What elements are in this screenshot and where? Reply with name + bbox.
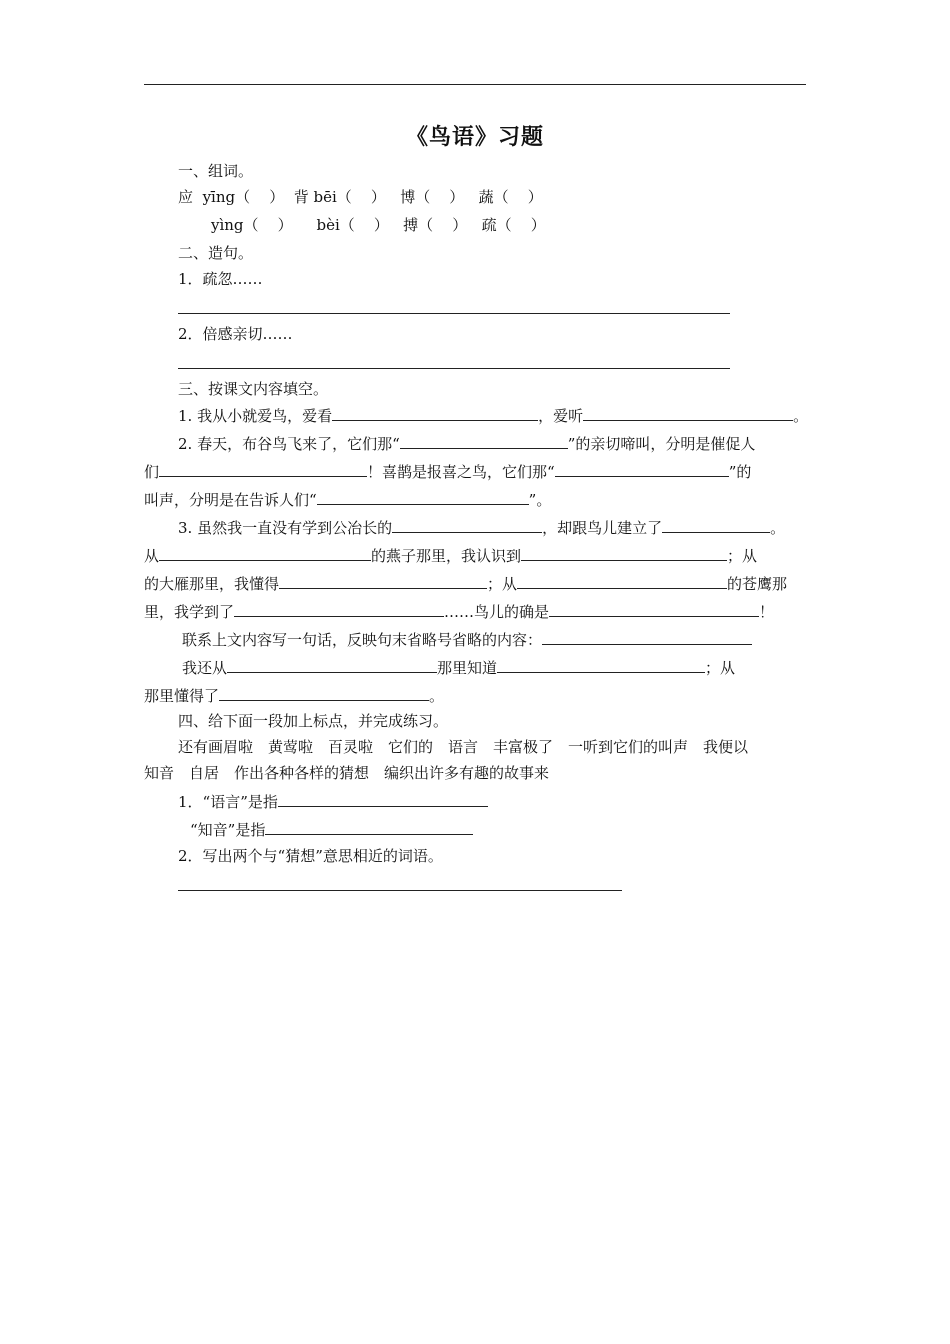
q2-text-e: ”的 (728, 463, 752, 481)
q1-text-a: 1. 我从小就爱鸟，爱看 (178, 407, 333, 425)
row2-bo: 搏（ (403, 216, 434, 234)
q3-text-m: 联系上文内容写一句话，反映句末省略号省略的内容： (182, 631, 543, 649)
row1-close: ） (449, 188, 465, 206)
q1-blank-1[interactable] (332, 405, 538, 421)
section3-q3g (144, 685, 444, 706)
q3-text-j: 里，我学到了 (144, 603, 235, 621)
row2-close: ） (452, 216, 468, 234)
q3-blank-2[interactable] (662, 517, 770, 533)
section3-q1 (178, 405, 808, 426)
q3-text-e: 的燕子那里，我认识到 (371, 547, 522, 565)
q2-blank-2[interactable] (159, 461, 367, 477)
item1-blank[interactable] (278, 791, 488, 807)
item1-text: 1．“语言”是指 (178, 793, 278, 811)
page-title: 《鸟语》习题 (405, 124, 544, 150)
q3-blank-5[interactable] (279, 573, 487, 589)
q3-blank-6[interactable] (517, 573, 727, 589)
q3-blank-12[interactable] (219, 685, 429, 701)
q2-text-a: 2. 春天，布谷鸟飞来了，它们那“ (178, 435, 400, 453)
q2-blank-1[interactable] (400, 433, 568, 449)
q2-text-c: 们 (144, 463, 160, 481)
answer-line-1[interactable] (178, 313, 730, 314)
section3-q3d (144, 601, 774, 622)
row1-bei: 背 bēi（ (293, 188, 352, 206)
row1-pinyin-ying: yīng（ (202, 188, 251, 206)
section3-heading: 三、按课文内容填空。 (178, 380, 329, 398)
section3-q2c (144, 489, 551, 510)
q3-blank-3[interactable] (159, 545, 371, 561)
row2-close: ） (277, 216, 293, 234)
row1-close: ） (269, 188, 285, 206)
section4-item1 (178, 791, 488, 812)
row2-pinyin-ying: yìng（ (211, 216, 259, 234)
q3-text-f: ；从 (727, 547, 758, 565)
section4-passage-line2: 知音 自居 作出各种各样的猜想 编织出许多有趣的故事来 (144, 764, 550, 782)
row1-char-ying: 应 (178, 188, 194, 206)
row2-bei: bèi（ (316, 216, 355, 234)
section2-heading: 二、造句。 (178, 244, 254, 262)
q2-text-b: ”的亲切啼叫，分明是催促人 (567, 435, 756, 453)
q3-blank-9[interactable] (542, 629, 752, 645)
q3-blank-4[interactable] (521, 545, 727, 561)
section4-item1b (190, 819, 473, 840)
q3-text-q: 那里懂得了 (144, 687, 220, 705)
q3-text-o: 那里知道 (437, 659, 498, 677)
q3-text-g: 的大雁那里，我懂得 (144, 575, 280, 593)
q2-blank-3[interactable] (555, 461, 729, 477)
section1-row1 (178, 187, 543, 207)
section4-item2: 2．写出两个与“猜想”意思相近的词语。 (178, 847, 443, 865)
q3-blank-10[interactable] (227, 657, 437, 673)
section2-item1: 1．疏忽…… (178, 270, 263, 288)
section3-q2b (144, 461, 751, 482)
q3-blank-1[interactable] (392, 517, 542, 533)
q3-text-i: 的苍鹰那 (727, 575, 788, 593)
q3-text-a: 3. 虽然我一直没有学到公冶长的 (178, 519, 393, 537)
answer-line-3[interactable] (178, 890, 622, 891)
answer-line-2[interactable] (178, 368, 730, 369)
q3-blank-7[interactable] (234, 601, 444, 617)
q3-text-h: ；从 (487, 575, 518, 593)
row1-close: ） (370, 188, 386, 206)
header-rule (144, 84, 806, 85)
item1b-blank[interactable] (265, 819, 473, 835)
q2-blank-4[interactable] (317, 489, 529, 505)
section3-q3a (178, 517, 785, 538)
q1-blank-2[interactable] (583, 405, 793, 421)
q3-text-l: ！ (759, 603, 775, 621)
row2-close: ） (373, 216, 389, 234)
row1-bo: 博（ (400, 188, 431, 206)
q3-text-d: 从 (144, 547, 160, 565)
q3-text-c: 。 (770, 519, 786, 537)
q3-blank-11[interactable] (497, 657, 705, 673)
q3-text-k: ……鸟儿的确是 (444, 603, 550, 621)
section4-passage-line1: 还有画眉啦 黄莺啦 百灵啦 它们的 语言 丰富极了 一听到它们的叫声 我便以 (178, 738, 749, 756)
q3-text-b: ，却跟鸟儿建立了 (542, 519, 663, 537)
section1-heading: 一、组词。 (178, 162, 254, 180)
q1-text-b: ，爱听 (538, 407, 584, 425)
q3-text-n: 我还从 (182, 659, 228, 677)
q2-text-d: ！喜鹊是报喜之鸟，它们那“ (367, 463, 555, 481)
section1-row2 (211, 215, 546, 235)
section4-heading: 四、给下面一段加上标点，并完成练习。 (178, 712, 449, 730)
item1b-text: “知音”是指 (190, 821, 266, 839)
q2-text-g: ”。 (528, 491, 552, 509)
q1-text-c: 。 (793, 407, 809, 425)
q3-text-p: ；从 (705, 659, 736, 677)
section3-q3e (182, 629, 752, 650)
row1-close: ） (527, 188, 543, 206)
section3-q3b (144, 545, 757, 566)
section3-q2a (178, 433, 755, 454)
q3-text-r: 。 (429, 687, 445, 705)
row1-shu: 蔬（ (478, 188, 509, 206)
q3-blank-8[interactable] (549, 601, 759, 617)
row2-shu: 疏（ (481, 216, 512, 234)
section3-q3c (144, 573, 787, 594)
section3-q3f (182, 657, 735, 678)
q2-text-f: 叫声，分明是在告诉人们“ (144, 491, 317, 509)
row2-close: ） (530, 216, 546, 234)
section2-item2: 2．倍感亲切…… (178, 325, 293, 343)
